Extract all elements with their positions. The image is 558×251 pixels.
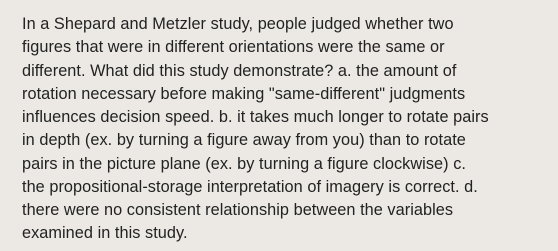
question-line: influences decision speed. b. it takes much longer to rotate pairs [22,108,489,126]
question-line: the propositional-storage interpretation of imagery is correct. d. [22,177,478,196]
question-line: in depth (ex. by turning a figure away from you) than to rotate [22,131,466,150]
question-line: there were no consistent relationship between the variables [22,201,454,219]
question-line: examined in this study. [22,224,188,243]
question-line: In a Shepard and Metzler study, people judged whether two [22,15,454,33]
question-line: rotation necessary before making "same-different" judgments [22,84,466,103]
question-line: figures that were in different orientations were the same or [22,38,445,57]
question-line: different. What did this study demonstrate? a. the amount of [22,61,457,80]
question-text [22,13,544,246]
question-line: pairs in the picture plane (ex. by turning a figure clockwise) c. [22,154,466,173]
